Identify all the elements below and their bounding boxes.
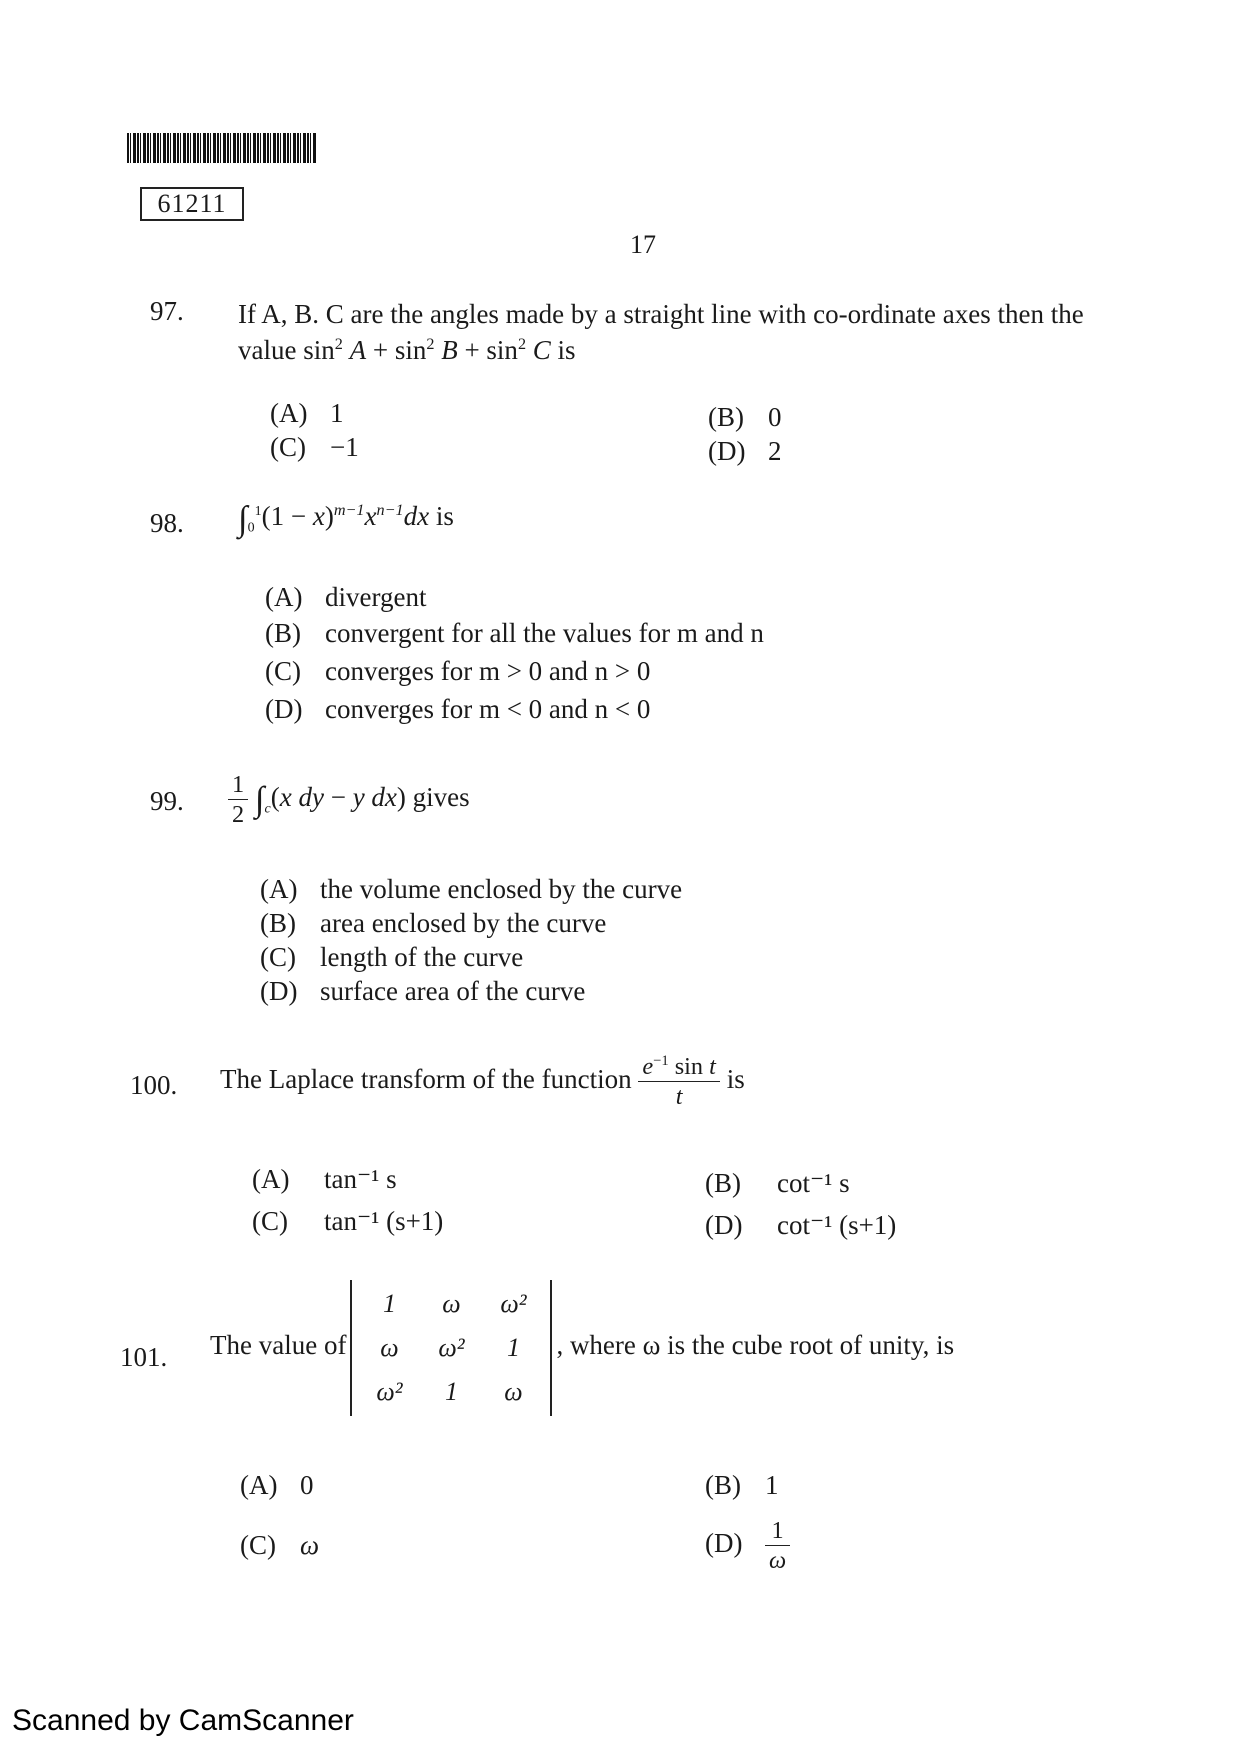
question-99-text: $\frac{1}{2}$ $\int_c(x$ dy − y dx) gives bbox=[228, 770, 470, 829]
q97-option-b: (B) 0 bbox=[708, 402, 782, 432]
matrix-cell: 1 bbox=[382, 1289, 396, 1318]
barcode bbox=[127, 133, 317, 163]
question-number-99: 99. bbox=[150, 786, 184, 816]
q101-option-d: (D) $\frac{1}{\omega}$ bbox=[705, 1516, 790, 1575]
question-97-line2: value $\sin^2 A + \sin^2 B + \sin^2 C$ is bbox=[238, 335, 576, 365]
matrix-cell: ω² bbox=[438, 1333, 465, 1362]
q100-option-c: (C) tan⁻¹ (s+1) bbox=[252, 1206, 444, 1236]
question-97-text bbox=[238, 296, 1158, 368]
q99-option-b: (B) area enclosed by the curve bbox=[260, 908, 607, 938]
paper-code: 61211 bbox=[140, 187, 244, 221]
q100-option-b: (B) cot⁻¹ s bbox=[705, 1168, 850, 1198]
q99-option-c: (C) length of the curve bbox=[260, 942, 524, 972]
q97-option-d: (D) 2 bbox=[708, 436, 782, 466]
q101-option-b: (B) 1 bbox=[705, 1470, 779, 1500]
q101-option-c: (C) ω bbox=[240, 1530, 320, 1560]
q98-option-d: (D) converges for m < 0 and n < 0 bbox=[265, 694, 651, 724]
scanner-watermark: Scanned by CamScanner bbox=[12, 1704, 354, 1737]
matrix-cell: ω bbox=[380, 1333, 399, 1362]
question-number-97: 97. bbox=[150, 296, 184, 326]
q98-option-b: (B) convergent for all the values for m and n bbox=[265, 618, 764, 648]
question-number-98: 98. bbox=[150, 508, 184, 538]
matrix-cell: ω² bbox=[500, 1289, 527, 1318]
question-number-100: 100. bbox=[130, 1070, 178, 1100]
question-97-line1: If A, B. C are the angles made by a straight line with co-ordinate axes then the bbox=[238, 299, 1084, 329]
page-number: 17 bbox=[630, 230, 656, 259]
matrix-cell: ω bbox=[504, 1377, 523, 1406]
q99-option-a: (A) the volume enclosed by the curve bbox=[260, 874, 683, 904]
matrix-cell: 1 bbox=[444, 1377, 458, 1406]
q100-option-d: (D) cot⁻¹ (s+1) bbox=[705, 1210, 897, 1240]
question-101-text: The value of 1 ω ω² ω ω² 1 ω² 1 ω , where ω is the cube root of unity, is bbox=[210, 1280, 954, 1416]
q99-option-d: (D) surface area of the curve bbox=[260, 976, 586, 1006]
q98-option-c: (C) converges for m > 0 and n > 0 bbox=[265, 656, 651, 686]
question-98-text: $\int_0^1(1 - x)^{m-1}x^{n-1}dx$ is bbox=[238, 498, 454, 538]
determinant-matrix bbox=[350, 1280, 552, 1416]
question-100-text: The Laplace transform of the function $\frac{e^{-1} \sin t}{t}$ is bbox=[220, 1052, 745, 1111]
matrix-cell: 1 bbox=[506, 1333, 520, 1362]
question-number-101: 101. bbox=[120, 1342, 168, 1372]
q97-option-a: (A) 1 bbox=[270, 398, 344, 428]
q98-option-a: (A) divergent bbox=[265, 582, 427, 612]
q97-option-c: (C) −1 bbox=[270, 432, 359, 462]
q101-option-a: (A) 0 bbox=[240, 1470, 314, 1500]
matrix-cell: ω² bbox=[376, 1377, 403, 1406]
q100-option-a: (A) tan⁻¹ s bbox=[252, 1164, 397, 1194]
matrix-cell: ω bbox=[442, 1289, 461, 1318]
